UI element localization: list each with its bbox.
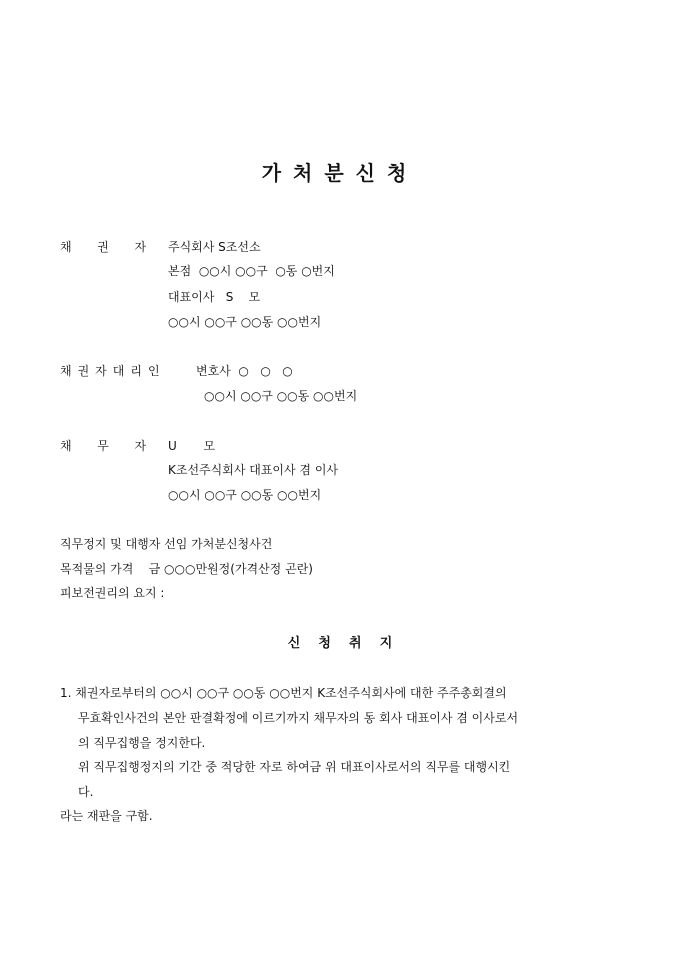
purpose-line-1: 1. 채권자로부터의 ○○시 ○○구 ○○동 ○○번지 K조선주식회사에 대한 주주총회결의 [60,686,507,700]
object-value: 목적물의 가격 금 ○○○만원정(가격산정 곤란) [60,562,313,576]
purpose-line-5: 다. [78,785,94,799]
debtor-label: 채 무 자 [60,439,153,453]
debtor-position: K조선주식회사 대표이사 겸 이사 [168,463,339,477]
purpose-line-2: 무효확인사건의 본안 판결확정에 이르기까지 채무자의 동 회사 대표이사 겸 이사로서 [78,711,519,725]
creditor-label: 채 권 자 [60,240,153,254]
debtor-address: ○○시 ○○구 ○○동 ○○번지 [168,488,322,502]
creditor-representative: 대표이사 S 모 [168,290,261,304]
purpose-line-3: 의 직무집행을 정지한다. [78,736,206,750]
closing-statement: 라는 재판을 구함. [60,809,153,823]
document-title: 가처분신청 [261,161,419,185]
debtor-name: U 모 [168,439,216,453]
case-name: 직무정지 및 대행자 선임 가처분신청사건 [60,537,273,551]
agent-address: ○○시 ○○구 ○○동 ○○번지 [204,389,358,403]
creditor-name: 주식회사 S조선소 [168,240,261,254]
purpose-heading: 신 청 취 지 [287,636,393,651]
agent-name: 변호사 ○ ○ ○ [196,364,293,378]
purpose-line-4: 위 직무집행정지의 기간 중 적당한 자로 하여금 위 대표이사로서의 직무를 대행시킨 [78,760,511,774]
protected-right: 피보전권리의 요지 : [60,586,165,600]
creditor-address: ○○시 ○○구 ○○동 ○○번지 [168,315,322,329]
agent-label: 채권자대리인 [60,364,166,378]
creditor-head-office: 본점 ○○시 ○○구 ○동 ○번지 [168,264,335,278]
